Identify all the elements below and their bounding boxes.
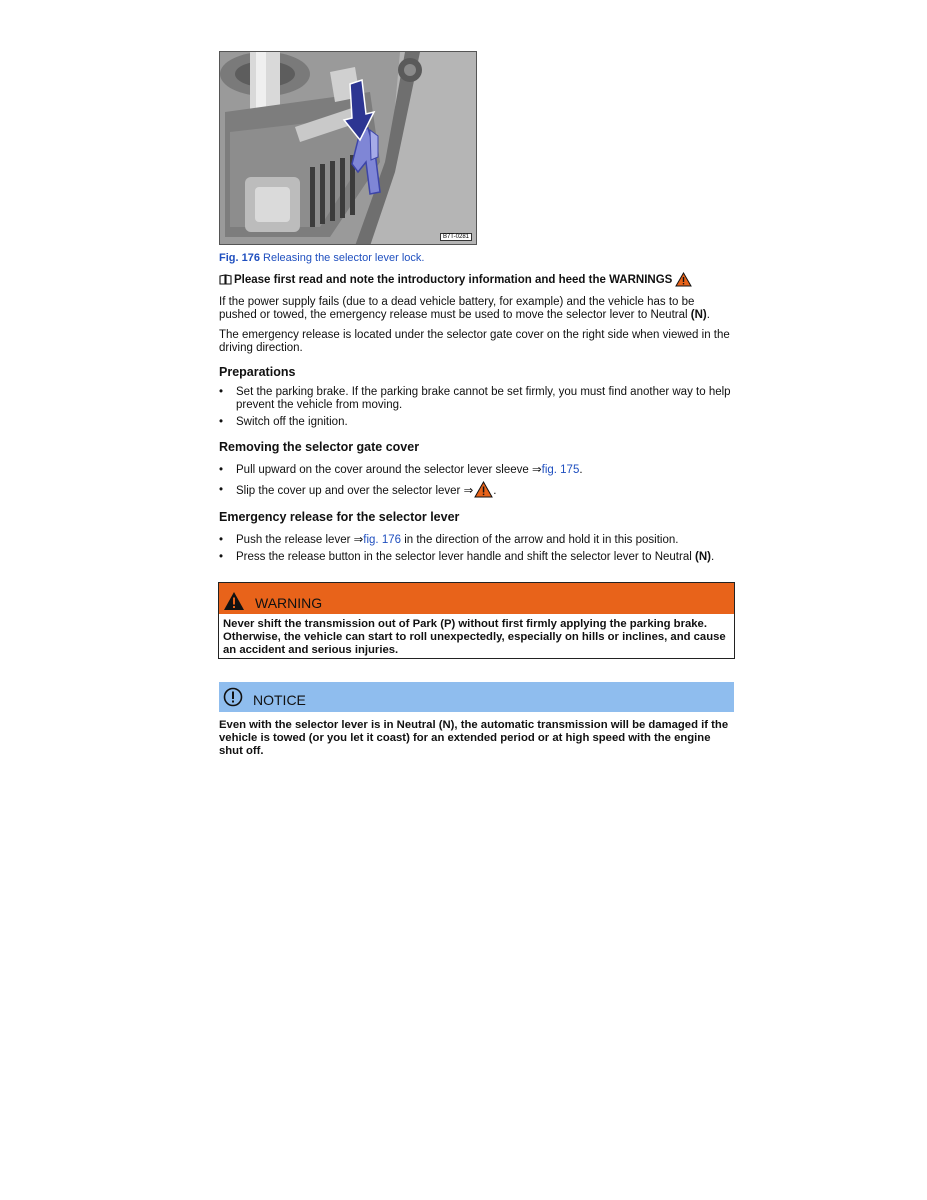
figure-caption	[219, 252, 424, 264]
caption-number[interactable]: Fig. 176	[219, 252, 260, 264]
info-exclamation-icon	[223, 687, 243, 707]
warning-box	[218, 582, 735, 659]
heading-emergency-release: Emergency release for the selector lever	[219, 510, 460, 524]
list-item-text: Pull upward on the cover around the selector lever sleeve ⇒fig. 175.	[236, 464, 583, 476]
item-text: Pull upward on the cover around the selector lever sleeve	[236, 464, 529, 476]
notice-text: Even with the selector lever is in Neutral (N), the automatic transmission will be damaged if the vehicle is towed (or you let it coast) for an extended period or at high speed with the engine shut off.	[219, 719, 729, 757]
link-fig-175[interactable]: fig. 175	[541, 464, 580, 476]
bullet-icon: •	[219, 416, 224, 428]
bullet-icon: •	[219, 464, 224, 476]
item-text: Slip the cover up and over the selector lever	[236, 485, 461, 497]
link-fig-176[interactable]: fig. 176	[363, 534, 402, 546]
item-text: Push the release lever	[236, 534, 351, 546]
bullet-icon: •	[219, 484, 224, 496]
arrow-icon: ⇒	[353, 534, 364, 546]
arrow-icon: ⇒	[463, 485, 474, 497]
list-item	[219, 551, 735, 564]
neutral-bold: (N)	[695, 551, 711, 563]
selector-lever-illustration	[220, 52, 477, 245]
list-item-text: Press the release button in the selector lever handle and shift the selector lever to Neutral (N).	[236, 551, 715, 563]
list-item-text: Slip the cover up and over the selector lever ⇒ .	[236, 481, 735, 498]
heading-preparations: Preparations	[219, 365, 296, 379]
intro-text: Please first read and note the introductory information and heed the WARNINGS	[234, 273, 673, 286]
paragraph-text: If the power supply fails (due to a dead vehicle battery, for example) and the vehicle has to be pushed or towed, the emergency release must be used to move the selector lever to Neutral	[219, 296, 695, 321]
intro-line	[219, 272, 692, 287]
warning-text: Never shift the transmission out of Park (P) without first firmly applying the parking brake. Otherwise, the vehicle can start to roll unexpectedly, especially on hills or inclines, and cause an accident and serious injuries.	[223, 618, 726, 656]
figure-code: B7T-0281	[440, 233, 472, 241]
warning-triangle-icon[interactable]	[675, 272, 692, 287]
bullet-icon: •	[219, 386, 224, 398]
item-text: in the direction of the arrow and hold it in this position.	[404, 534, 679, 546]
paragraph-power-failure: If the power supply fails (due to a dead vehicle battery, for example) and the vehicle has to be pushed or towed, the emergency release must be used to move the selector lever to Neutral (N).	[219, 296, 710, 321]
list-item	[219, 464, 735, 477]
arrow-icon: ⇒	[531, 464, 542, 476]
notice-header	[219, 682, 734, 712]
warning-triangle-icon	[223, 591, 245, 611]
caption-text: Releasing the selector lever lock.	[263, 252, 425, 264]
list-item-text: Set the parking brake. If the parking brake cannot be set firmly, you must find another way to help prevent the vehicle from moving.	[236, 386, 731, 411]
figure-selector-lever-lock	[219, 51, 477, 245]
warning-header	[219, 583, 734, 614]
neutral-bold: (N)	[690, 309, 707, 321]
list-item-text	[236, 534, 735, 547]
notice-label: NOTICE	[253, 692, 306, 708]
heading-removing-cover: Removing the selector gate cover	[219, 440, 420, 454]
item-text: Press the release button in the selector lever handle and shift the selector lever to Neutral	[236, 551, 692, 563]
warning-triangle-icon[interactable]	[474, 481, 493, 498]
bullet-icon: •	[219, 534, 224, 546]
warning-label: WARNING	[255, 595, 323, 611]
list-item	[219, 416, 735, 429]
paragraph-location: The emergency release is located under the selector gate cover on the right side when viewed in the driving direction.	[219, 329, 730, 354]
bullet-icon: •	[219, 551, 224, 563]
list-item-text: Switch off the ignition.	[236, 416, 348, 428]
list-item	[219, 534, 735, 547]
list-item	[219, 386, 735, 412]
book-icon	[219, 274, 232, 285]
list-item	[219, 481, 735, 498]
